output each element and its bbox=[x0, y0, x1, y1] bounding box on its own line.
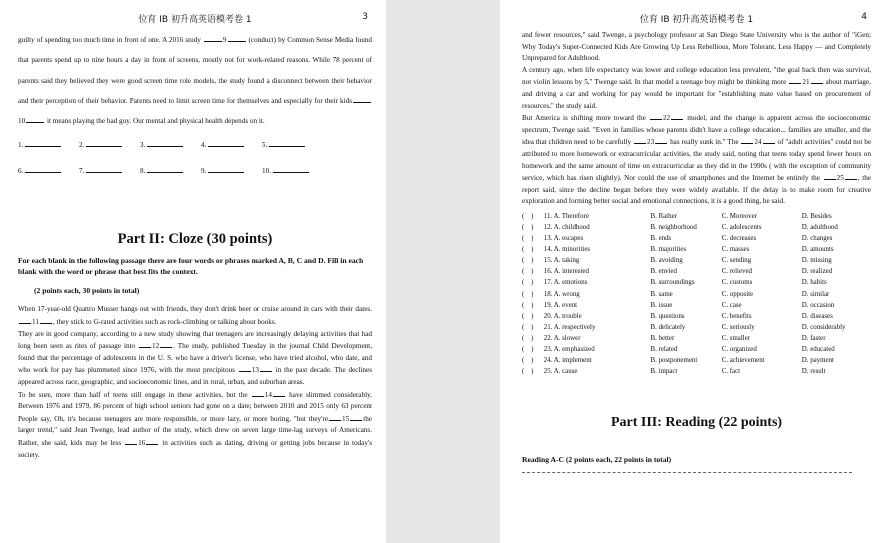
passage-paragraph: A century ago, when life expectancy was lower and college education less prevalent, "the goal back then was survival, not violin lessons by 5," Twenge said. In that model a teenage boy might be thinking more 21 about marriage, and driving a car and working for pay would be important for "establishing mate value based on procurement of resources," the study said. bbox=[522, 65, 872, 110]
part2-instructions: For each blank in the following passage there are four words or phrases marked A, B, C and D. Fill in each blank with the word or phrase that best fits the context. bbox=[18, 256, 364, 277]
answer-line[interactable]: 3. bbox=[140, 139, 201, 149]
option-c: C. benefits bbox=[721, 312, 752, 320]
blank bbox=[228, 34, 246, 42]
cloze-options bbox=[522, 211, 871, 377]
option-d: D. adulthood bbox=[801, 224, 838, 231]
option-b: B. Rather bbox=[650, 212, 677, 220]
option-row bbox=[522, 333, 871, 344]
option-a: 22. A. slower bbox=[543, 334, 581, 342]
answer-paren[interactable]: ( ) bbox=[522, 257, 534, 265]
cloze-paragraph: To be sure, more than half of teens still engage in these activities, but the 14 have slimmed considerably. Between 1976 and 1979, 86 percent of high school seniors had gone on a date; between 2010 and 2015 only 63 percent People say, Oh, it's because teenagers are more responsible, or more lazy, or more boring, "but they're 15 the larger trend," said Jean Twenge, lead author of the study, which drew on seven large time-lag surveys of Americans. Rather, she said, kids may be less 16 in activities such as dating, driving or getting jobs because in today's society. bbox=[18, 390, 373, 459]
answer-paren[interactable]: ( ) bbox=[522, 212, 534, 220]
option-c: C. customs bbox=[721, 279, 753, 287]
option-row bbox=[522, 355, 871, 366]
answer-paren[interactable]: ( ) bbox=[522, 334, 534, 342]
header-title: 位育 IB 初升高英语模考卷 1 bbox=[639, 15, 754, 25]
option-b: B. same bbox=[650, 290, 673, 298]
answer-paren[interactable]: ( ) bbox=[522, 235, 534, 243]
option-a: 20. A. trouble bbox=[543, 312, 582, 320]
page-number: 4 bbox=[861, 12, 867, 22]
option-a: 14. A. minorities bbox=[543, 246, 591, 254]
option-a: 25. A. cause bbox=[543, 368, 578, 376]
option-c: C. seriously bbox=[721, 323, 755, 331]
option-c: C. relieved bbox=[721, 268, 752, 276]
page-header bbox=[18, 12, 372, 30]
option-row bbox=[522, 277, 871, 288]
answer-paren[interactable]: ( ) bbox=[522, 323, 534, 331]
option-a: 11. A. Therefore bbox=[543, 212, 589, 220]
option-a: 19. A. event bbox=[543, 301, 578, 309]
option-b: B. ends bbox=[650, 235, 672, 243]
option-c: C. fact bbox=[721, 368, 741, 376]
answer-paren[interactable]: ( ) bbox=[522, 312, 534, 320]
answer-line[interactable]: 4. bbox=[201, 139, 262, 149]
option-c: C. organized bbox=[721, 346, 757, 354]
option-b: B. questions bbox=[650, 312, 685, 320]
option-b: B. impact bbox=[650, 368, 678, 376]
option-b: B. neighborhood bbox=[650, 224, 697, 231]
part2-title: Part II: Cloze (30 points) bbox=[117, 231, 273, 248]
answer-paren[interactable]: ( ) bbox=[522, 357, 534, 365]
answer-paren[interactable]: ( ) bbox=[522, 346, 534, 354]
option-a: 18. A. wrong bbox=[543, 290, 580, 298]
answer-line[interactable]: 6. bbox=[18, 165, 79, 175]
option-a: 24. A. implement bbox=[543, 357, 592, 365]
part2-points: (2 points each, 30 points in total) bbox=[34, 286, 140, 296]
page-gap bbox=[386, 0, 500, 543]
answer-paren[interactable]: ( ) bbox=[522, 246, 534, 254]
option-b: B. better bbox=[650, 334, 675, 342]
option-d: D. considerably bbox=[801, 323, 846, 331]
option-c: C. smaller bbox=[721, 334, 751, 342]
option-c: C. achievement bbox=[721, 357, 765, 365]
option-a: 13. A. escapes bbox=[543, 235, 584, 243]
answer-paren[interactable]: ( ) bbox=[522, 301, 534, 309]
divider bbox=[522, 472, 852, 473]
option-d: D. occasion bbox=[801, 301, 835, 309]
option-d: D. educated bbox=[801, 346, 835, 354]
part3-title: Part III: Reading (22 points) bbox=[610, 415, 783, 431]
option-c: C. Moreover bbox=[721, 212, 757, 220]
option-d: D. missing bbox=[801, 257, 832, 265]
option-d: D. payment bbox=[801, 357, 834, 365]
option-row bbox=[522, 289, 871, 300]
answer-paren[interactable]: ( ) bbox=[522, 268, 534, 276]
exam-page-4 bbox=[500, 0, 883, 543]
cloze-paragraph: They are in good company, according to a new study showing that teenagers are increasingly delaying activities that had long been seen as rites of passage into 12 . The study, published Tuesday in the journal Child Development, found that the percentage of adolescents in the U. S. who have a driver's license, who have tried alcohol, who date, and who work for pay has plummeted since 1976, with the most precipitous 13 in the past decade. The declines appeared across race, geographic, and socioeconomic lines, and in rural, urban, and suburban areas. bbox=[18, 329, 373, 387]
option-row bbox=[522, 233, 871, 244]
option-row bbox=[522, 344, 871, 355]
option-row bbox=[522, 311, 871, 322]
answer-line[interactable]: 9. bbox=[201, 165, 262, 175]
option-c: C. sending bbox=[721, 257, 752, 265]
cloze-paragraph: When 17-year-old Quattro Musser hangs out with friends, they don't drink beer or cruise around in cars with their dates. 11 , they stick to G-rated activities such as rock-climbing or talking about books. bbox=[18, 305, 372, 327]
option-c: C. case bbox=[721, 301, 742, 309]
option-b: B. delicately bbox=[650, 323, 686, 331]
option-a: 15. A. taking bbox=[543, 257, 580, 265]
page-header bbox=[522, 12, 871, 30]
option-a: 12. A. childhood bbox=[543, 224, 590, 231]
answer-line[interactable]: 10. bbox=[262, 165, 323, 175]
exam-page-3 bbox=[0, 0, 386, 543]
option-d: D. changes bbox=[801, 235, 833, 243]
option-d: D. result bbox=[801, 368, 826, 376]
option-b: B. surroundings bbox=[650, 279, 695, 287]
option-a: 17. A. emotions bbox=[543, 279, 588, 287]
option-row bbox=[522, 222, 871, 233]
option-b: B. related bbox=[650, 346, 678, 354]
answer-line[interactable]: 2. bbox=[79, 139, 140, 149]
option-b: B. envied bbox=[650, 268, 677, 276]
option-d: D. similar bbox=[801, 290, 830, 298]
option-b: B. majorities bbox=[650, 246, 687, 254]
option-row bbox=[522, 255, 871, 266]
option-c: C. masses bbox=[721, 246, 750, 254]
answer-line[interactable]: 5. bbox=[262, 139, 323, 149]
option-a: 23. A. emphasized bbox=[543, 346, 595, 354]
option-row bbox=[522, 266, 871, 277]
option-a: 16. A. interested bbox=[543, 268, 589, 276]
option-d: D. habits bbox=[801, 279, 827, 287]
option-a: 21. A. respectively bbox=[543, 323, 596, 331]
answer-paren[interactable]: ( ) bbox=[522, 224, 534, 231]
option-d: D. diseases bbox=[801, 312, 833, 320]
option-b: B. postponement bbox=[650, 357, 698, 365]
option-b: B. issue bbox=[650, 301, 673, 309]
answer-line[interactable]: 1. bbox=[18, 139, 79, 149]
answer-line[interactable]: 8. bbox=[140, 165, 201, 175]
option-d: D. amounts bbox=[801, 246, 834, 254]
option-row bbox=[522, 300, 871, 311]
option-b: B. avoiding bbox=[650, 257, 683, 265]
option-row bbox=[522, 211, 871, 222]
option-row bbox=[522, 366, 871, 377]
answer-line[interactable]: 7. bbox=[79, 165, 140, 175]
option-d: D. faster bbox=[801, 334, 826, 342]
option-row bbox=[522, 244, 871, 255]
passage-top: guilty of spending too much time in front of one. A 2016 study 9 (conduct) by Common Sense Media found that parents spend up to nine hours a day in front of screens, mostly not for work-related reasons. While 78 percent of parents said they believed they were good screen time role models, the study found a disconnect between their behavior and their perception of their behavior. Parents need to limit screen time for themselves and especially for their kids10 it means playing the bad guy. Our mental and physical health depends on it. bbox=[18, 36, 372, 126]
option-d: D. Besides bbox=[801, 212, 832, 220]
passage-paragraph: and fewer resources," said Twenge, a psychology professor at San Diego State University who is the author of "iGen; Why Today's Super-Connected Kids Are Growing Up Less Rebellious, More Tolerant, Less Happy — and Completely Unprepared for Adulthood. bbox=[522, 31, 871, 63]
blank bbox=[353, 95, 371, 103]
answer-paren[interactable]: ( ) bbox=[522, 368, 534, 376]
option-row bbox=[522, 322, 871, 333]
answer-paren[interactable]: ( ) bbox=[522, 279, 534, 287]
answer-lines bbox=[18, 139, 372, 175]
option-c: C. decreases bbox=[721, 235, 757, 243]
header-title: 位育 IB 初升高英语模考卷 1 bbox=[138, 15, 252, 25]
page-number: 3 bbox=[362, 12, 368, 22]
option-d: D. realized bbox=[801, 268, 833, 276]
answer-paren[interactable]: ( ) bbox=[522, 290, 534, 298]
blank bbox=[204, 34, 222, 42]
reading-label: Reading A-C (2 points each, 22 points in total) bbox=[522, 455, 672, 465]
option-c: C. opposite bbox=[721, 290, 754, 298]
option-c: C. adolescents bbox=[721, 224, 762, 231]
passage-paragraph: But America is shifting more toward the 22 model, and the change is apparent across the socioeconomic spectrum, Twenge said. "Even in families whose parents didn't have a college education... families are smaller, and the idea that children need to be carefully 23 has really sunk in." The 24 of "adult activities" could not be attributed to more homework or extracurricular activities, the study said, noting that teens today spend fewer hours on homework and the same amount of time on extracurricular as they did in the 1990s ( with the exception of community service, which has risen slightly). Nor could the use of smartphones and the Internet be entirely the 25 , the report said, since the decline began before they were widely available. If the delay is to make room for creative exploration and forming better social and emotional connections, it is a good thing, he said. bbox=[522, 114, 872, 206]
blank bbox=[26, 115, 44, 123]
